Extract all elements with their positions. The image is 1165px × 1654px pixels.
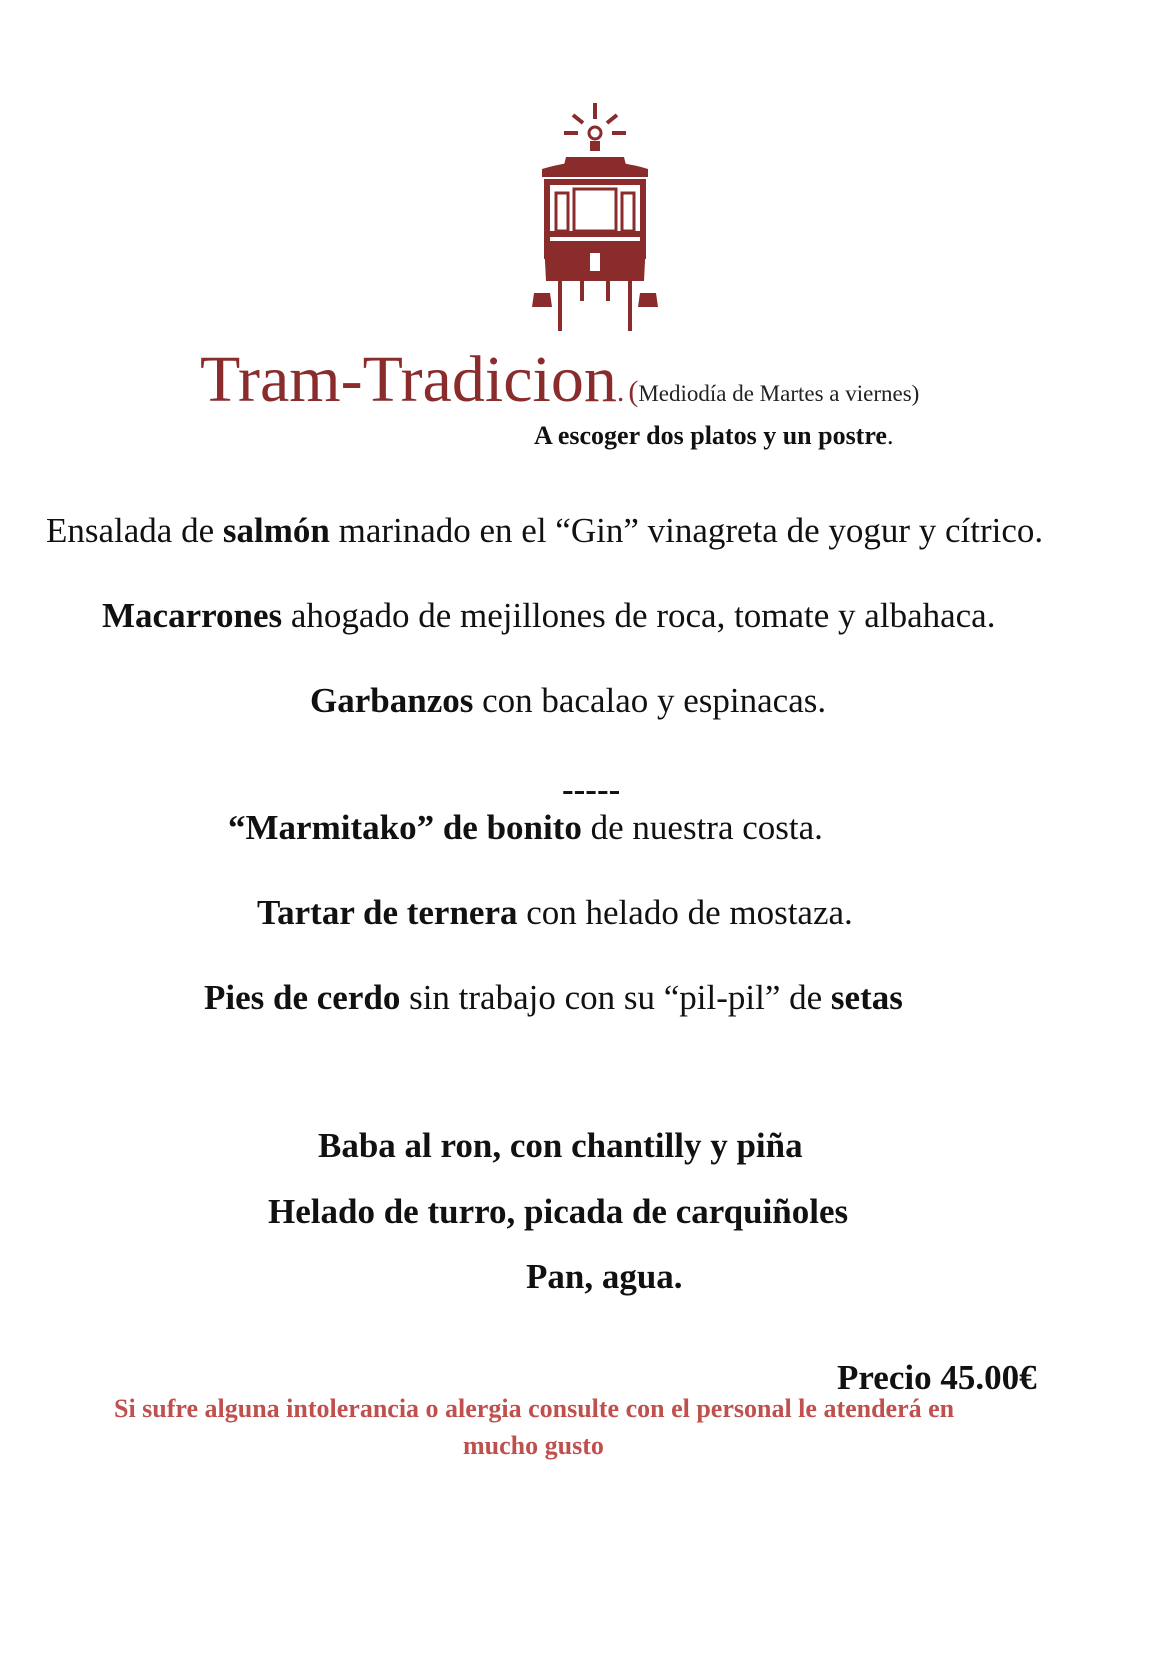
dish-text: sin trabajo con su “pil-pil” de xyxy=(400,978,831,1017)
menu-price: Precio 45.00€ xyxy=(837,1358,1037,1397)
separator-dashes: ----- xyxy=(562,770,621,809)
dish-line xyxy=(310,681,826,721)
menu-subtitle: Mediodía de Martes a viernes) xyxy=(638,381,920,406)
menu-title-line xyxy=(200,342,919,418)
dish-bold: salmón xyxy=(222,511,330,550)
dish-line xyxy=(46,511,1043,551)
menu-instructions xyxy=(534,421,893,451)
dish-text: con bacalao y espinacas. xyxy=(473,681,827,720)
tram-icon xyxy=(520,103,670,335)
dish-text: de nuestra costa. xyxy=(581,808,823,847)
dish-bold: “Marmitako” de bonito xyxy=(228,808,582,847)
dish-line xyxy=(102,596,995,636)
dish-text: Ensalada de xyxy=(46,511,223,550)
title-dot: . xyxy=(616,375,625,408)
dessert-item: Baba al ron, con chantilly y piña xyxy=(318,1126,803,1165)
dish-text: marinado en el “Gin” vinagreta de yogur y cítrico. xyxy=(329,511,1044,550)
allergy-notice-line-2: mucho gusto xyxy=(463,1431,604,1460)
dish-line xyxy=(228,808,823,848)
allergy-notice-line-1: Si sufre alguna intolerancia o alergia consulte con el personal le atenderá en xyxy=(114,1394,955,1423)
dish-bold: Garbanzos xyxy=(310,681,474,720)
dish-separator xyxy=(562,770,620,810)
dish-bold: Macarrones xyxy=(102,596,283,635)
dish-text: ahogado de mejillones de roca, tomate y albahaca. xyxy=(282,596,996,635)
subtitle-paren: ( xyxy=(628,375,639,408)
dish-line xyxy=(204,978,903,1018)
instructions-dot: . xyxy=(886,421,894,450)
dish-bold: Pies de cerdo xyxy=(204,978,401,1017)
dish-text: con helado de mostaza. xyxy=(517,893,853,932)
dessert-item: Pan, agua. xyxy=(526,1257,683,1296)
instructions-bold: A escoger dos platos y un postre xyxy=(534,421,887,450)
dish-bold: setas xyxy=(830,978,903,1017)
menu-title: Tram-Tradicion xyxy=(200,343,617,416)
dish-bold: Tartar de ternera xyxy=(257,893,518,932)
dish-line xyxy=(257,893,853,933)
dessert-item: Helado de turro, picada de carquiñoles xyxy=(268,1192,849,1231)
